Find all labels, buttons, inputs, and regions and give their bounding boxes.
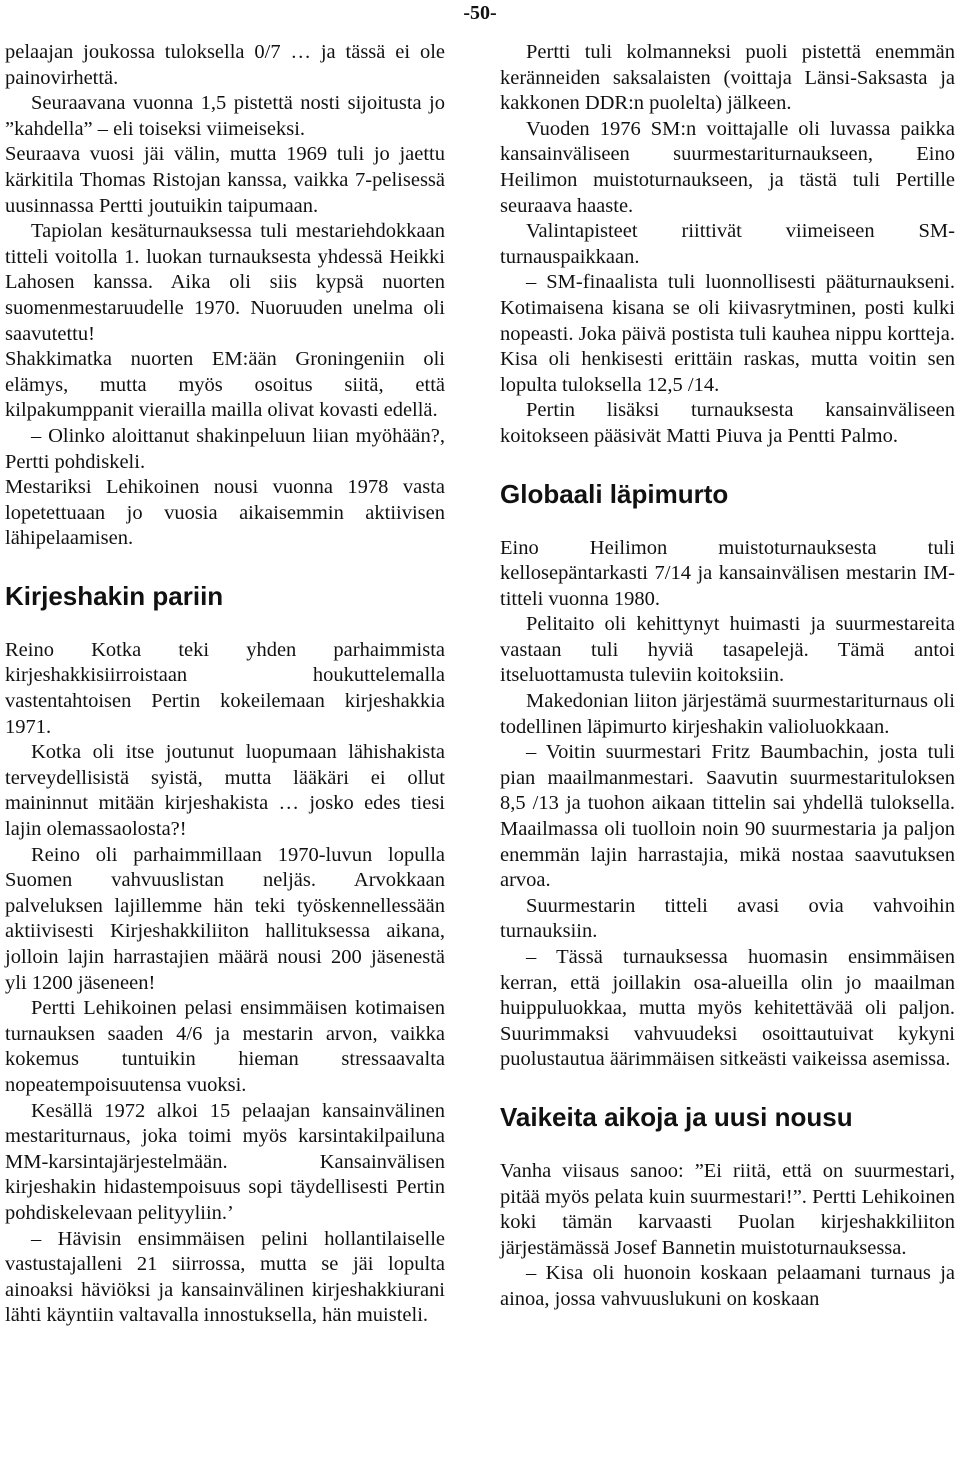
- paragraph: – Tässä turnauksessa huomasin ensimmäisen kerran, että joillakin osa-alueilla olin jo maailman huippuluokkaa, mutta myös kehitettävää oli paljon. Suurimmaksi vahvuudeksi osoittautuivat kykyni puolustautua äärimmäisen sitkeästi vaikeissa asemissa.: [500, 946, 955, 1071]
- section-heading: Globaali läpimurto: [500, 478, 729, 509]
- section-heading: Kirjeshakin pariin: [5, 580, 224, 611]
- paragraph: Kesällä 1972 alkoi 15 pelaajan kansainvälinen mestariturnaus, joka toimi myös karsintakilpailuna MM-karsintajärjestelmään. Kansainvälisen kirjeshakin hidastempoisuus sopi täydellisesti Pertin pohdiskelevaan pelityyliin.’: [5, 1099, 445, 1224]
- paragraph: pelaajan joukossa tuloksella 0/7 … ja tässä ei ole painovirhettä.: [5, 41, 445, 89]
- page-number: -50-: [463, 2, 497, 24]
- paragraph: Valintapisteet riittivät viimeiseen SM-turnauspaikkaan.: [500, 220, 955, 268]
- paragraph: – Kisa oli huonoin koskaan pelaamani turnaus ja ainoa, jossa vahvuuslukuni on koskaan: [500, 1262, 955, 1310]
- paragraph: – SM-finaalista tuli luonnollisesti pääturnaukseni. Kotimaisena kisana se oli kiivasrytminen, posti kulki nopeasti. Joka päivä postista tuli kauhea nippu kortteja. Kisa oli henkisesti erittäin raskas, mutta voitin sen lopulta tuloksella 12,5 /14.: [500, 271, 955, 396]
- paragraph: Pelitaito oli kehittynyt huimasti ja suurmestareita vastaan tuli hyviä tasapelejä. Tämä antoi itseluottamusta tuleviin koitoksiin.: [500, 613, 955, 687]
- paragraph: Seuraava vuosi jäi välin, mutta 1969 tuli jo jaettu kärkitila Thomas Ristojan kanssa, vaikka 7-pelisessä uusinnassa Pertti joutuikin taipumaan.: [5, 143, 445, 217]
- paragraph: Eino Heilimon muistoturnauksesta tuli kellosepäntarkasti 7/14 ja kansainvälisen mestarin IM-titteli vuonna 1980.: [500, 536, 955, 610]
- paragraph: Kotka oli itse joutunut luopumaan lähishakista terveydellisistä syistä, mutta lääkäri ei ollut maininnut mitään kirjeshakista … josko edes tiesi lajin olemassaolosta?!: [5, 741, 445, 841]
- paragraph: Shakkimatka nuorten EM:ään Groningeniin oli elämys, mutta myös osoitus siitä, että kilpakumppanit vierailla mailla olivat kovasti edellä.: [5, 348, 445, 422]
- paragraph: Pertin lisäksi turnauksesta kansainväliseen koitokseen pääsivät Matti Piuva ja Pentti Palmo.: [500, 399, 955, 447]
- paragraph: Vanha viisaus sanoo: ”Ei riitä, että on suurmestari, pitää myös pelata kuin suurmestari!”. Pertti Lehikoinen koki tämän karvaasti Puolan kirjeshakkiliiton järjestämässä Josef Bannetin muistoturnauksessa.: [500, 1159, 955, 1259]
- left-column: [5, 40, 445, 1329]
- paragraph: – Hävisin ensimmäisen pelini hollantilaiselle vastustajalleni 21 siirrossa, mutta se jäi lopulta ainoaksi häviöksi ja kansainvälinen kirjeshakkiurani lähti käyntiin valtavalla innostuksella, hän muisteli.: [5, 1227, 445, 1327]
- paragraph: Suurmestarin titteli avasi ovia vahvoihin turnauksiin.: [500, 894, 955, 943]
- paragraph: Makedonian liiton järjestämä suurmestariturnaus oli todellinen läpimurto kirjeshakin valioluokkaan.: [500, 690, 955, 738]
- section-heading: Vaikeita aikoja ja uusi nousu: [500, 1101, 853, 1132]
- paragraph: Mestariksi Lehikoinen nousi vuonna 1978 vasta lopetettuaan jo vuosia aikaisemmin aktiivisen lähipelaamisen.: [5, 476, 445, 550]
- paragraph: Pertti Lehikoinen pelasi ensimmäisen kotimaisen turnauksen saaden 4/6 ja mestarin arvon, vaikka kokemus tuntuikin hieman stressaavalta nopeatempoisuutensa vuoksi.: [5, 997, 445, 1096]
- paragraph: Pertti tuli kolmanneksi puoli pistettä enemmän keränneiden saksalaisten (voittaja Länsi-Saksasta ja kakkonen DDR:n puolelta) jälkeen.: [500, 41, 955, 115]
- paragraph: Vuoden 1976 SM:n voittajalle oli luvassa paikka kansainväliseen suurmestariturnaukseen, Eino Heilimon muistoturnaukseen, ja tästä tuli Pertille seuraava haaste.: [500, 117, 955, 217]
- paragraph: Seuraavana vuonna 1,5 pistettä nosti sijoitusta jo ”kahdella” – eli toiseksi viimeiseksi.: [5, 92, 445, 140]
- paragraph: – Voitin suurmestari Fritz Baumbachin, josta tuli pian maailmanmestari. Saavutin suurmestarituloksen 8,5 /13 ja tuohon aikaan tittelin sai yhdellä tuloksella. Maailmassa oli tuolloin noin 90 suurmestaria ja paljon enemmän lajin harrastajia, mikä nostaa saavutuksen arvoa.: [500, 741, 955, 892]
- paragraph: Reino oli parhaimmillaan 1970-luvun lopulla Suomen vahvuuslistan neljäs. Arvokkaan palveluksen lajillemme hän teki työskennellessään aktiivisesti Kirjeshakkiliiton hallituksessa aikana, jolloin lajin harrastajien määrä nousi 200 jäsenestä yli 1200 jäseneen!: [5, 843, 445, 994]
- paragraph: – Olinko aloittanut shakinpeluun liian myöhään?, Pertti pohdiskeli.: [5, 424, 445, 473]
- right-column: [500, 40, 955, 1313]
- paragraph: Tapiolan kesäturnauksessa tuli mestariehdokkaan titteli voitolla 1. luokan turnauksesta yhdessä Heikki Lahosen kanssa. Aika oli siis kypsä nuorten suomenmestaruudelle 1970. Nuoruuden unelma oli saavutettu!: [5, 220, 445, 345]
- paragraph: Reino Kotka teki yhden parhaimmista kirjeshakkisiirroistaan houkuttelemalla vastentahtoisen Pertin kokeilemaan kirjeshakkia 1971.: [5, 638, 445, 738]
